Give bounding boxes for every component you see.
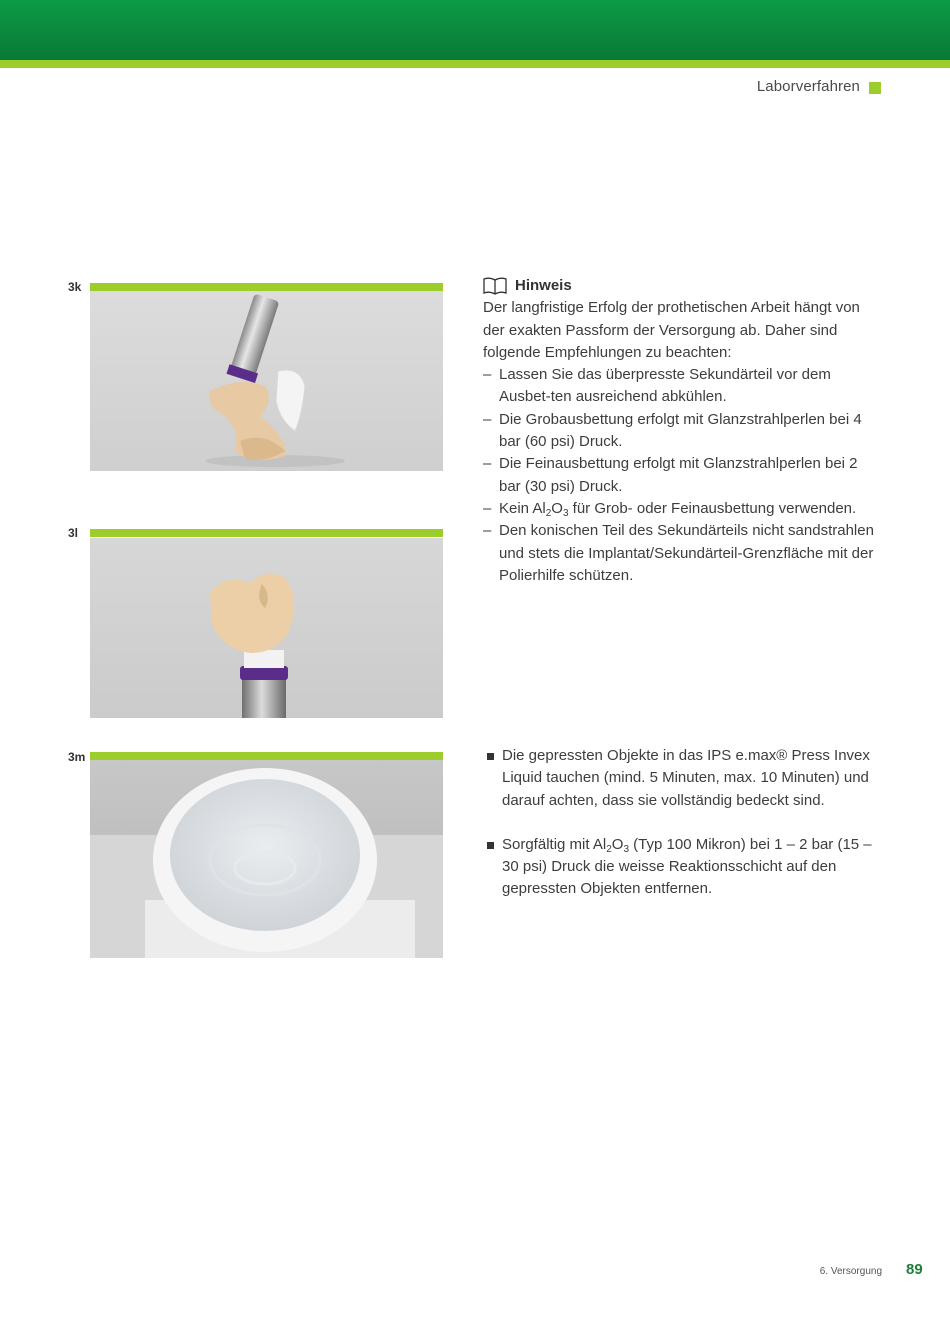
list-item xyxy=(483,498,883,520)
note-header xyxy=(483,275,883,297)
bullet-text: Sorgfältig mit Al xyxy=(502,835,607,853)
page-number: 89 xyxy=(906,1261,923,1278)
footer-section-title: 6. Versorgung xyxy=(819,1266,882,1277)
note-intro: Der langfristige Erfolg der prothetischen Arbeit hängt von der exakten Passform der Versorgung ab. Daher sind folgende Empfehlungen zu beachten: xyxy=(483,299,860,361)
section-marker-square xyxy=(869,82,881,94)
list-item: – Die Grobausbettung erfolgt mit Glanzstrahlperlen bei 4 bar (60 psi) Druck. xyxy=(483,409,883,454)
figure-photo-3l xyxy=(90,538,443,718)
figure-bar-3l xyxy=(90,529,443,537)
subscript: 3 xyxy=(562,507,569,519)
section-title: Laborverfahren xyxy=(756,78,860,95)
header-band xyxy=(0,0,950,60)
bullet-text: O xyxy=(611,835,624,853)
bullet-item xyxy=(487,834,872,901)
figure-label-3l: 3l xyxy=(68,526,79,540)
subscript: 2 xyxy=(545,507,552,519)
bullet-text: (Typ 100 Mikron) bei 1 – 2 bar (15 – 30 psi) Druck die weisse Reaktionsschicht auf den gepressten Objekten entfernen. xyxy=(502,835,872,898)
figure-photo-3k xyxy=(90,291,443,471)
list-item: – Lassen Sie das überpresste Sekundärteil vor dem Ausbet-ten ausreichend abkühlen. xyxy=(483,364,883,409)
list-item-text: O xyxy=(551,499,563,517)
subscript: 3 xyxy=(623,843,630,855)
list-item-text: Kein Al xyxy=(499,499,546,517)
instruction-list xyxy=(487,745,872,923)
list-item-text: für Grob- oder Feinausbettung verwenden. xyxy=(568,499,857,517)
figure-label-3m: 3m xyxy=(68,750,86,764)
note-list xyxy=(483,364,883,587)
header-accent-line xyxy=(0,60,950,68)
figure-bar-3k xyxy=(90,283,443,291)
list-item: – Den konischen Teil des Sekundärteils nicht sandstrahlen und stets die Implantat/Sekundärteil-Grenzfläche mit der Polierhilfe schützen. xyxy=(483,520,883,587)
figure-label-3k: 3k xyxy=(68,280,82,294)
book-icon xyxy=(483,277,507,295)
note-title: Hinweis xyxy=(515,277,572,294)
figure-photo-3m xyxy=(90,760,443,958)
subscript: 2 xyxy=(606,843,612,855)
bullet-item: Die gepressten Objekte in das IPS e.max® Press Invex Liquid tauchen (mind. 5 Minuten, max. 10 Minuten) und darauf achten, dass sie vollständig bedeckt sind. xyxy=(487,745,872,812)
figure-bar-3m xyxy=(90,752,443,760)
list-item: – Die Feinausbettung erfolgt mit Glanzstrahlperlen bei 2 bar (30 psi) Druck. xyxy=(483,453,883,498)
note-box xyxy=(483,275,883,587)
